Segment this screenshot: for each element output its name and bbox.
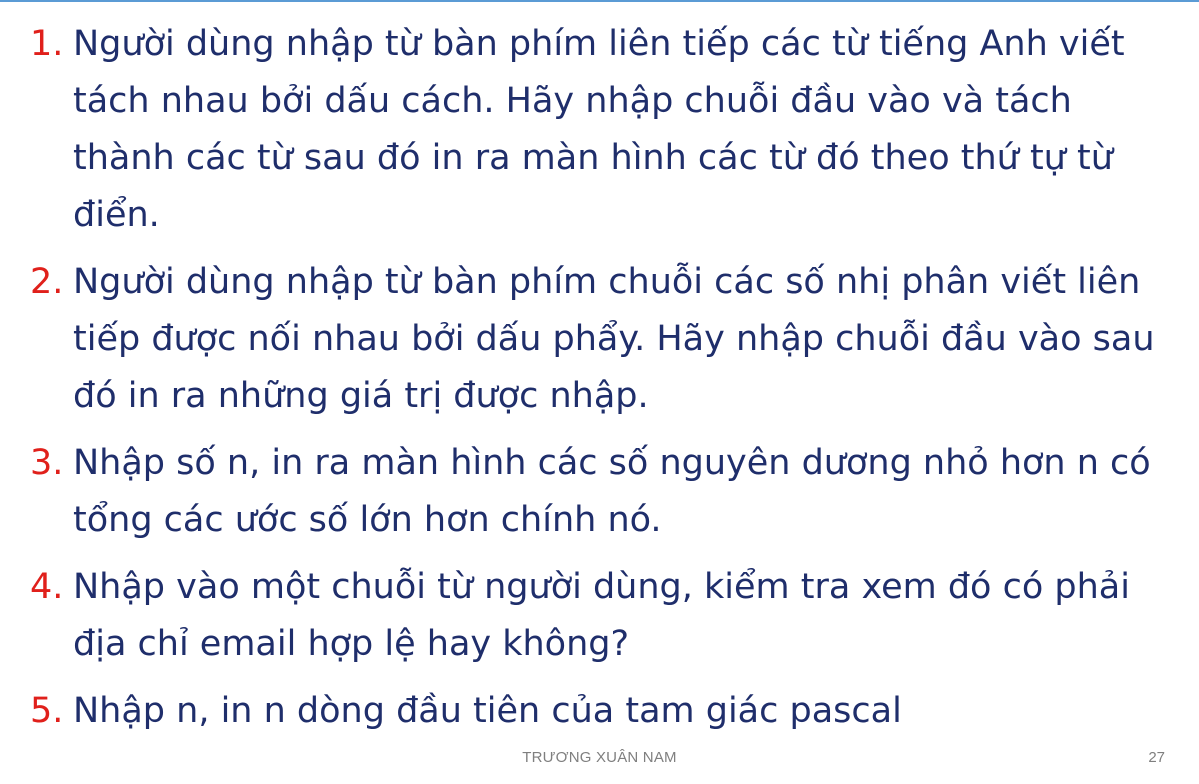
exercise-text: Người dùng nhập từ bàn phím chuỗi các số nhị phân viết liên tiếp được nối nhau bởi dấu phẩy. Hãy nhập chuỗi đầu vào sau đó in ra những giá trị được nhập. <box>73 262 1155 416</box>
exercise-text: Người dùng nhập từ bàn phím liên tiếp các từ tiếng Anh viết tách nhau bởi dấu cách. Hãy nhập chuỗi đầu vào và tách thành các từ sau đó in ra màn hình các từ đó theo thứ tự từ điển. <box>73 24 1125 235</box>
exercise-item-1 <box>30 16 1160 244</box>
exercise-number: 1. <box>30 24 64 64</box>
exercise-number: 4. <box>30 567 64 607</box>
exercise-text: Nhập vào một chuỗi từ người dùng, kiểm tra xem đó có phải địa chỉ email hợp lệ hay không? <box>73 567 1130 664</box>
exercise-text: Nhập n, in n dòng đầu tiên của tam giác pascal <box>73 691 902 731</box>
exercise-number: 2. <box>30 262 64 302</box>
footer-author: TRƯƠNG XUÂN NAM <box>522 749 677 766</box>
exercise-item-3 <box>30 435 1160 549</box>
top-border-line <box>0 0 1199 2</box>
exercise-text: Nhập số n, in ra màn hình các số nguyên dương nhỏ hơn n có tổng các ước số lớn hơn chính nó. <box>73 443 1151 540</box>
page-number: 27 <box>1148 749 1165 766</box>
exercise-number: 3. <box>30 443 64 483</box>
exercise-item-4 <box>30 559 1160 673</box>
exercise-item-5 <box>30 683 1160 740</box>
exercise-number: 5. <box>30 691 64 731</box>
exercise-list <box>30 16 1160 750</box>
exercise-item-2 <box>30 254 1160 425</box>
